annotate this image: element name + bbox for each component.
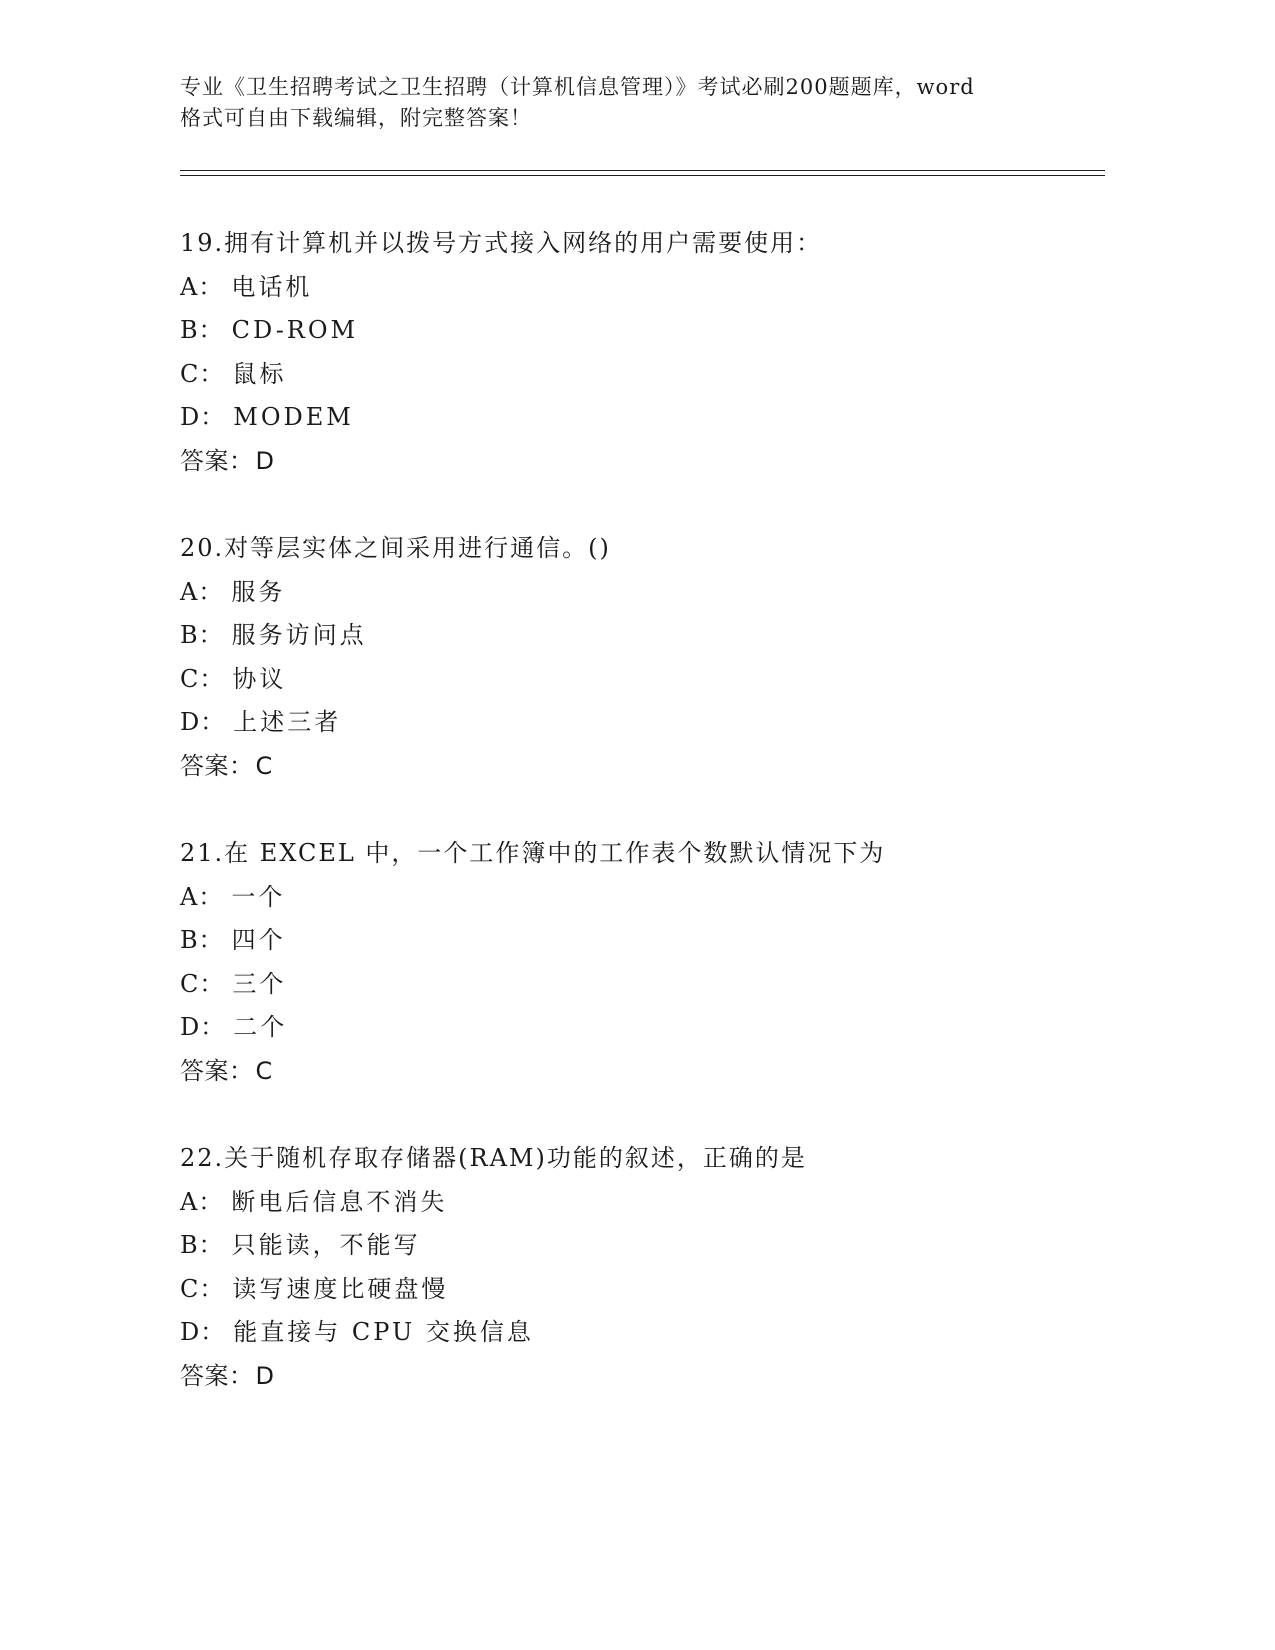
question-20 xyxy=(180,527,1100,789)
option-text: 一个 xyxy=(231,882,286,911)
option-b xyxy=(180,614,1100,658)
document-header xyxy=(180,72,1060,134)
option-c xyxy=(180,963,1100,1007)
option-text: 读写速度比硬盘慢 xyxy=(232,1274,449,1303)
answer-line xyxy=(180,440,1100,484)
option-b xyxy=(180,309,1100,353)
option-a xyxy=(180,876,1100,920)
option-key: D： xyxy=(180,1013,226,1042)
header-divider-top xyxy=(180,170,1105,171)
question-19 xyxy=(180,222,1100,484)
header-line-2: 格式可自由下载编辑，附完整答案！ xyxy=(180,106,532,130)
option-text: 四个 xyxy=(231,926,286,955)
option-key: D： xyxy=(180,403,226,432)
option-key: D： xyxy=(180,708,226,737)
option-c xyxy=(180,1268,1100,1312)
option-key: B： xyxy=(180,316,224,345)
option-text: MODEM xyxy=(233,403,354,432)
answer-value: D xyxy=(255,446,275,475)
answer-value: C xyxy=(255,1056,273,1085)
question-stem: 22.关于随机存取存储器(RAM)功能的叙述，正确的是 xyxy=(180,1144,807,1172)
option-text: 协议 xyxy=(232,664,287,693)
option-key: A： xyxy=(180,1187,224,1216)
option-key: B： xyxy=(180,1231,224,1260)
option-key: A： xyxy=(180,272,224,301)
option-key: D： xyxy=(180,1318,226,1347)
option-text: 电话机 xyxy=(231,272,313,301)
option-text: 三个 xyxy=(232,969,287,998)
option-key: C： xyxy=(180,1274,225,1303)
answer-line xyxy=(180,1050,1100,1094)
answer-line xyxy=(180,1355,1100,1399)
option-key: C： xyxy=(180,664,225,693)
option-c xyxy=(180,353,1100,397)
question-22 xyxy=(180,1137,1100,1399)
answer-value: C xyxy=(255,751,273,780)
option-text: 鼠标 xyxy=(232,359,287,388)
question-21 xyxy=(180,832,1100,1094)
answer-label: 答案： xyxy=(180,1361,254,1390)
option-key: B： xyxy=(180,621,224,650)
option-key: A： xyxy=(180,882,224,911)
option-b xyxy=(180,1224,1100,1268)
option-text: 断电后信息不消失 xyxy=(231,1187,448,1216)
option-key: C： xyxy=(180,969,225,998)
answer-label: 答案： xyxy=(180,1056,254,1085)
option-text: 能直接与 CPU 交换信息 xyxy=(233,1318,534,1347)
answer-value: D xyxy=(255,1361,275,1390)
header-divider-bottom xyxy=(180,175,1105,176)
answer-line xyxy=(180,745,1100,789)
option-text: 二个 xyxy=(233,1013,288,1042)
option-a xyxy=(180,266,1100,310)
option-text: 服务 xyxy=(231,577,286,606)
option-key: C： xyxy=(180,359,225,388)
option-d xyxy=(180,396,1100,440)
option-c xyxy=(180,658,1100,702)
option-b xyxy=(180,919,1100,963)
option-d xyxy=(180,1311,1100,1355)
question-stem: 20.对等层实体之间采用进行通信。() xyxy=(180,534,611,562)
question-stem: 19.拥有计算机并以拨号方式接入网络的用户需要使用： xyxy=(180,229,823,257)
option-text: 服务访问点 xyxy=(231,621,367,650)
option-text: 只能读，不能写 xyxy=(231,1231,421,1260)
option-key: B： xyxy=(180,926,224,955)
option-key: A： xyxy=(180,577,224,606)
option-a xyxy=(180,1181,1100,1225)
option-d xyxy=(180,1006,1100,1050)
option-text: CD-ROM xyxy=(231,316,359,345)
option-a xyxy=(180,571,1100,615)
question-stem: 21.在 EXCEL 中，一个工作簿中的工作表个数默认情况下为 xyxy=(180,839,886,867)
answer-label: 答案： xyxy=(180,446,254,475)
answer-label: 答案： xyxy=(180,751,254,780)
option-text: 上述三者 xyxy=(233,708,342,737)
option-d xyxy=(180,701,1100,745)
header-line-1: 专业《卫生招聘考试之卫生招聘（计算机信息管理）》考试必刷200题题库，word xyxy=(180,75,975,99)
